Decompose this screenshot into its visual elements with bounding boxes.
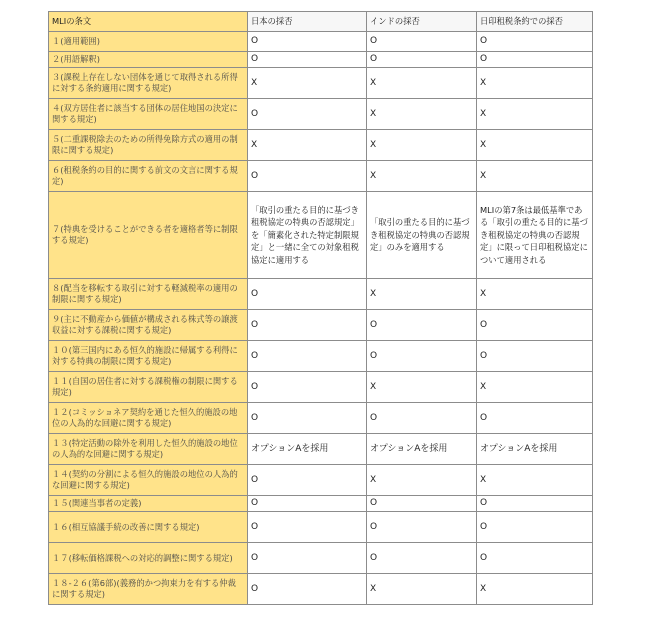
japan-cell: O (248, 32, 367, 52)
treaty-cell: X (477, 130, 593, 161)
treaty-cell: オプションAを採用 (477, 434, 593, 465)
treaty-cell: MLIの第7条は最低基準である「取引の重たる目的に基づき租税協定の特典の否認規定」に限って日印租税協定について適用される (477, 192, 593, 279)
table-header-row (49, 12, 593, 32)
treaty-cell: O (477, 403, 593, 434)
table-row (49, 496, 593, 512)
india-cell: O (367, 32, 477, 52)
article-cell: １８-２６(第6部)(義務的かつ拘束力を有する仲裁に関する規定) (49, 574, 248, 605)
japan-cell: O (248, 310, 367, 341)
india-cell: O (367, 52, 477, 68)
treaty-cell: O (477, 543, 593, 574)
table-row (49, 68, 593, 99)
article-cell: ８(配当を移転する取引に対する軽減税率の適用の制限に関する規定) (49, 279, 248, 310)
treaty-cell: X (477, 99, 593, 130)
article-cell: １(適用範囲) (49, 32, 248, 52)
article-cell: ６(租税条約の目的に関する前文の文言に関する規定) (49, 161, 248, 192)
japan-cell: O (248, 341, 367, 372)
india-cell: X (367, 130, 477, 161)
india-cell: O (367, 496, 477, 512)
japan-cell: O (248, 279, 367, 310)
table-row (49, 279, 593, 310)
article-cell: ９(主に不動産から価値が構成される株式等の譲渡収益に対する課税に関する規定) (49, 310, 248, 341)
article-cell: １３(特定活動の除外を利用した恒久的施設の地位の人為的な回避に関する規定) (49, 434, 248, 465)
article-cell: ２(用語解釈) (49, 52, 248, 68)
japan-cell: X (248, 130, 367, 161)
japan-cell: O (248, 99, 367, 130)
table-row (49, 465, 593, 496)
table-row (49, 32, 593, 52)
table-row (49, 341, 593, 372)
header-india: インドの採否 (367, 12, 477, 32)
treaty-cell: O (477, 310, 593, 341)
table-row (49, 161, 593, 192)
japan-cell: O (248, 512, 367, 543)
treaty-cell: O (477, 341, 593, 372)
japan-cell: X (248, 68, 367, 99)
india-cell: X (367, 161, 477, 192)
article-cell: ５(二重課税除去のための所得免除方式の適用の制限に関する規定) (49, 130, 248, 161)
table-row (49, 192, 593, 279)
india-cell: X (367, 372, 477, 403)
india-cell: O (367, 341, 477, 372)
japan-cell: O (248, 496, 367, 512)
table-row (49, 372, 593, 403)
india-cell: O (367, 512, 477, 543)
india-cell: O (367, 403, 477, 434)
article-cell: ３(課税上存在しない団体を通じて取得される所得に対する条約適用に関する規定) (49, 68, 248, 99)
japan-cell: O (248, 403, 367, 434)
header-mli-article: MLIの条文 (49, 12, 248, 32)
treaty-cell: X (477, 68, 593, 99)
japan-cell: O (248, 372, 367, 403)
table-row (49, 403, 593, 434)
treaty-cell: X (477, 574, 593, 605)
article-cell: １７(移転価格課税への対応的調整に関する規定) (49, 543, 248, 574)
japan-cell: O (248, 574, 367, 605)
article-cell: １１(自国の居住者に対する課税権の制限に関する規定) (49, 372, 248, 403)
table-row (49, 130, 593, 161)
article-cell: １５(関連当事者の定義) (49, 496, 248, 512)
india-cell: X (367, 279, 477, 310)
table-row (49, 52, 593, 68)
article-cell: １２(コミッショネア契約を通じた恒久的施設の地位の人為的な回避に関する規定) (49, 403, 248, 434)
treaty-cell: O (477, 52, 593, 68)
table-row (49, 574, 593, 605)
india-cell: X (367, 465, 477, 496)
header-treaty: 日印租税条約での採否 (477, 12, 593, 32)
header-japan: 日本の採否 (248, 12, 367, 32)
table-row (49, 99, 593, 130)
article-cell: １０(第三国内にある恒久的施設に帰属する利得に対する特典の制限に関する規定) (49, 341, 248, 372)
japan-cell: O (248, 52, 367, 68)
treaty-cell: X (477, 372, 593, 403)
japan-cell: O (248, 543, 367, 574)
mli-comparison-table (48, 11, 593, 605)
article-cell: ７(特典を受けることができる者を適格者等に制限する規定) (49, 192, 248, 279)
japan-cell: O (248, 465, 367, 496)
japan-cell: オプションAを採用 (248, 434, 367, 465)
article-cell: １６(相互協議手続の改善に関する規定) (49, 512, 248, 543)
japan-cell: 「取引の重たる目的に基づき租税協定の特典の否認規定」を「簡素化された特定制限規定」と一緒に全ての対象租税協定に適用する (248, 192, 367, 279)
treaty-cell: O (477, 496, 593, 512)
india-cell: O (367, 310, 477, 341)
japan-cell: O (248, 161, 367, 192)
article-cell: ４(双方居住者に該当する団体の居住地国の決定に関する規定) (49, 99, 248, 130)
india-cell: オプションAを採用 (367, 434, 477, 465)
treaty-cell: X (477, 465, 593, 496)
table-row (49, 543, 593, 574)
treaty-cell: O (477, 512, 593, 543)
treaty-cell: X (477, 161, 593, 192)
table-row (49, 434, 593, 465)
treaty-cell: X (477, 279, 593, 310)
table-row (49, 310, 593, 341)
india-cell: X (367, 68, 477, 99)
table-row (49, 512, 593, 543)
india-cell: X (367, 99, 477, 130)
india-cell: X (367, 574, 477, 605)
india-cell: O (367, 543, 477, 574)
treaty-cell: O (477, 32, 593, 52)
article-cell: １４(契約の分割による恒久的施設の地位の人為的な回避に関する規定) (49, 465, 248, 496)
india-cell: 「取引の重たる目的に基づき租税協定の特典の否認規定」のみを適用する (367, 192, 477, 279)
